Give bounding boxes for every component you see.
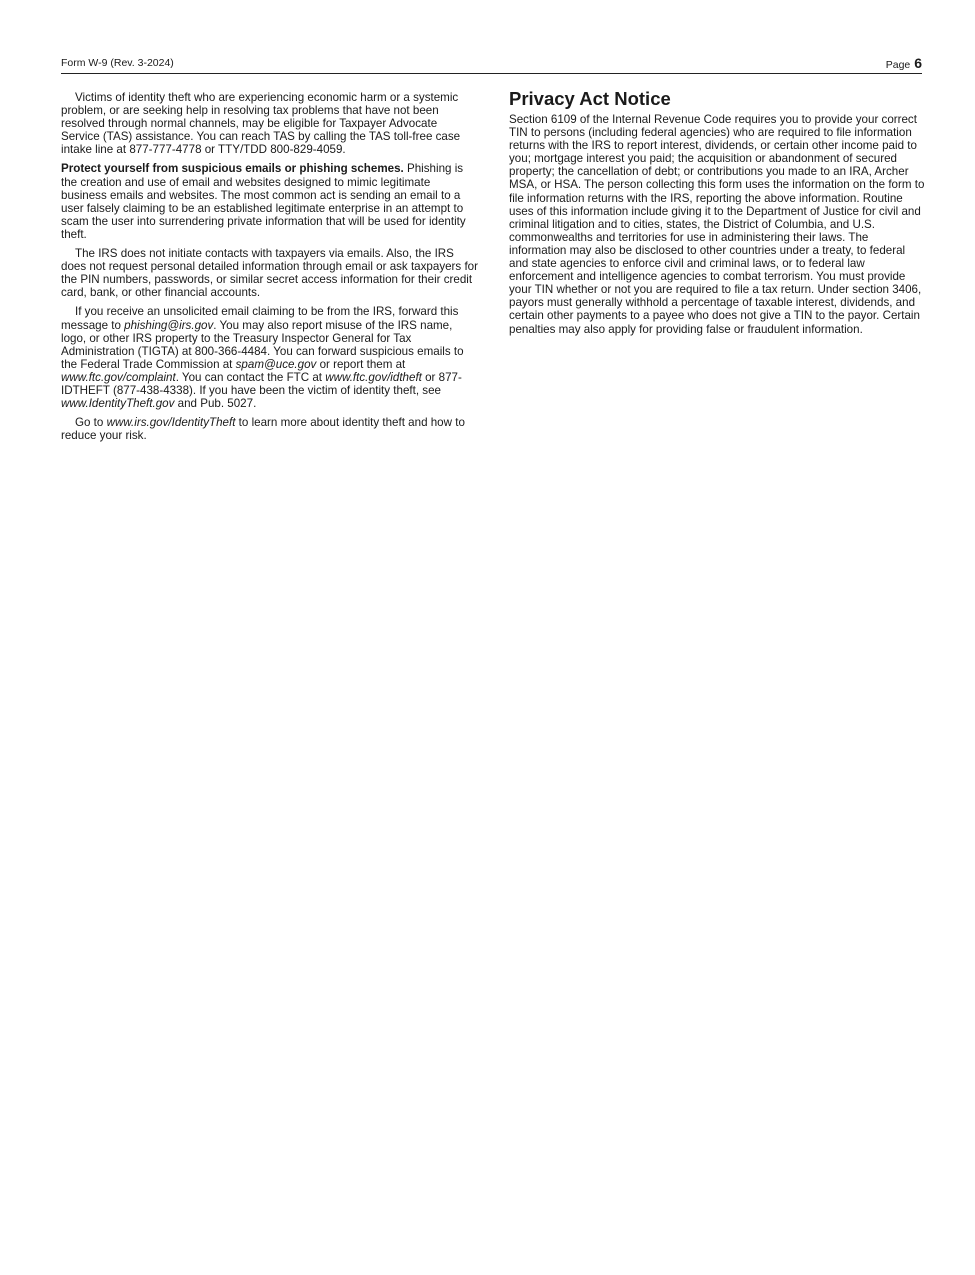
page-header (61, 55, 922, 74)
learn-more-text-b: to learn more about identity theft and how to reduce your risk. (61, 416, 465, 443)
ftc-complaint-link[interactable]: www.ftc.gov/complaint (61, 370, 176, 384)
irs-contact-paragraph: The IRS does not initiate contacts with taxpayers via emails. Also, the IRS does not request personal detailed information through email or ask taxpayers for the PIN numbers, passwords, or similar secret access information for their credit card, bank, or other financial accounts. (61, 247, 478, 300)
irs-identitytheft-link[interactable]: www.irs.gov/IdentityTheft (106, 416, 236, 430)
phishing-text: Phishing is the creation and use of email and websites designed to mimic legitimate business emails and websites. The most common act is sending an email to a user falsely claiming to be an established legitimate enterprise in an attempt to scam the user into surrendering private information that will be used for identity theft. (61, 162, 466, 241)
phishing-heading: Protect yourself from suspicious emails or phishing schemes. (61, 162, 404, 176)
phishing-email-link[interactable]: phishing@irs.gov (124, 318, 214, 332)
privacy-act-body: Section 6109 of the Internal Revenue Code requires you to provide your correct TIN to persons (including federal agencies) who are required to file information returns with the IRS to report interest, dividends, or certain other income paid to you; mortgage interest you paid; the acquisition or abandonment of secured property; the cancellation of debt; or contributions you made to an IRA, Archer MSA, or HSA. The person collecting this form uses the information on the form to file information returns with the IRS, reporting the above information. Routine uses of this information include giving it to the Department of Justice for civil and criminal litigation and to cities, states, the District of Columbia, and U.S. commonwealths and territories for use in administering their laws. The information may also be disclosed to other countries under a treaty, to federal and state agencies to enforce civil and criminal laws, or to federal law enforcement and intelligence agencies to combat terrorism. You must provide your TIN whether or not you are required to file a tax return. Under section 3406, payors must generally withhold a percentage of taxable interest, dividends, and certain other payments to a payee who does not give a TIN to the payor. Certain penalties may also apply for providing false or fraudulent information. (509, 113, 925, 336)
report-text-e: or 877-IDTHEFT (877-438-4338). If you have been the victim of identity theft, see (61, 370, 462, 397)
page-number: 6 (914, 55, 922, 71)
page-indicator (886, 55, 922, 71)
report-text-f: and Pub. 5027. (174, 397, 257, 411)
learn-more-paragraph (61, 416, 479, 442)
report-text-c: or report them at (316, 357, 406, 371)
right-column (509, 88, 927, 342)
spam-email-link[interactable]: spam@uce.gov (235, 357, 317, 371)
phishing-paragraph (61, 162, 479, 241)
ftc-idtheft-link[interactable]: www.ftc.gov/idtheft (325, 370, 422, 384)
privacy-act-heading: Privacy Act Notice (509, 88, 671, 109)
report-paragraph (61, 305, 479, 410)
form-identifier: Form W-9 (Rev. 3-2024) (61, 57, 174, 69)
learn-more-text-a: Go to (75, 416, 107, 430)
left-column (61, 91, 479, 448)
report-text-b: . You may also report misuse of the IRS name, logo, or other IRS property to the Treasury Inspector General for Tax Administration (TIGTA) at 800-366-4484. You can forward suspicious emails to the Federal Trade Commission at (61, 318, 464, 371)
identitytheft-gov-link[interactable]: www.IdentityTheft.gov (61, 397, 175, 411)
tas-paragraph: Victims of identity theft who are experiencing economic harm or a systemic problem, or are seeking help in resolving tax problems that have not been resolved through normal channels, may be eligible for Taxpayer Advocate Service (TAS) assistance. You can reach TAS by calling the TAS toll-free case intake line at 877-777-4778 or TTY/TDD 800-829-4059. (61, 91, 461, 157)
report-text-a: If you receive an unsolicited email claiming to be from the IRS, forward this message to (61, 305, 459, 332)
page-label: Page (885, 59, 911, 71)
report-text-d: . You can contact the FTC at (175, 370, 326, 384)
